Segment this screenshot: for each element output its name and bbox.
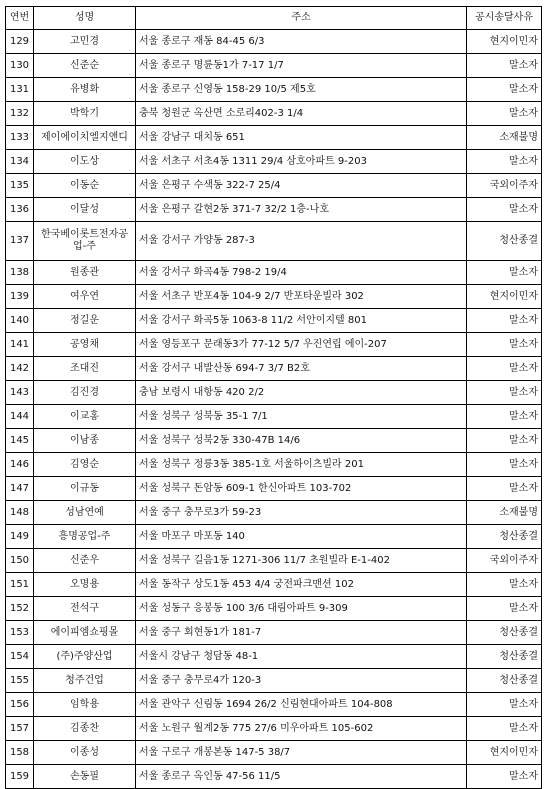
table-row [6, 573, 542, 597]
row-name: 손동필 [34, 765, 136, 789]
table-row [6, 405, 542, 429]
table-row [6, 453, 542, 477]
row-address: 서울 강서구 가양동 287-3 [136, 222, 467, 261]
row-number: 136 [6, 198, 34, 222]
table-row [6, 645, 542, 669]
row-reason: 말소자 [467, 381, 542, 405]
row-reason: 말소자 [467, 405, 542, 429]
row-address: 서울 종로구 명륜동1가 7-17 1/7 [136, 54, 467, 78]
row-address: 서울 강서구 화곡5동 1063-8 11/2 서안이지텔 801 [136, 309, 467, 333]
row-reason: 말소자 [467, 693, 542, 717]
row-name: 신준우 [34, 549, 136, 573]
row-number: 140 [6, 309, 34, 333]
row-number: 148 [6, 501, 34, 525]
table-row [6, 381, 542, 405]
row-number: 133 [6, 126, 34, 150]
row-name: 이도상 [34, 150, 136, 174]
row-reason: 말소자 [467, 150, 542, 174]
row-address: 서울 은평구 갈현2동 371-7 32/2 1층-나호 [136, 198, 467, 222]
row-number: 145 [6, 429, 34, 453]
row-address: 서울 종로구 신영동 158-29 10/5 제5호 [136, 78, 467, 102]
table-row [6, 126, 542, 150]
row-number: 143 [6, 381, 34, 405]
row-address: 서울 성북구 정릉3동 385-1호 서울하이츠빌라 201 [136, 453, 467, 477]
row-number: 138 [6, 261, 34, 285]
header-no: 연번 [6, 7, 34, 30]
header-address: 주소 [136, 7, 467, 30]
row-number: 142 [6, 357, 34, 381]
row-name: 전석구 [34, 597, 136, 621]
row-name: 이남종 [34, 429, 136, 453]
header-row [6, 7, 542, 30]
row-reason: 국외이주자 [467, 549, 542, 573]
row-reason: 국외이주자 [467, 174, 542, 198]
row-number: 146 [6, 453, 34, 477]
row-number: 135 [6, 174, 34, 198]
row-reason: 소재불명 [467, 126, 542, 150]
row-reason: 현지이민자 [467, 741, 542, 765]
table-row [6, 525, 542, 549]
row-number: 147 [6, 477, 34, 501]
row-address: 서울 종로구 재동 84-45 6/3 [136, 30, 467, 54]
row-name: 고민경 [34, 30, 136, 54]
records-table [5, 6, 542, 789]
row-number: 131 [6, 78, 34, 102]
row-address: 서울 성북구 성북2동 330-47B 14/6 [136, 429, 467, 453]
row-address: 서울 관악구 신림동 1694 26/2 신림현대아파트 104-808 [136, 693, 467, 717]
row-address: 서울 성북구 돈암동 609-1 한신아파트 103-702 [136, 477, 467, 501]
row-name: 신준순 [34, 54, 136, 78]
table-row [6, 150, 542, 174]
row-name: 정길운 [34, 309, 136, 333]
table-row [6, 429, 542, 453]
row-address: 서울 구로구 개봉본동 147-5 38/7 [136, 741, 467, 765]
row-number: 152 [6, 597, 34, 621]
row-name: 조대진 [34, 357, 136, 381]
row-reason: 청산종결 [467, 669, 542, 693]
row-number: 129 [6, 30, 34, 54]
row-number: 157 [6, 717, 34, 741]
row-name: 오명용 [34, 573, 136, 597]
row-address: 서울 중구 회현동1가 181-7 [136, 621, 467, 645]
row-reason: 현지이민자 [467, 285, 542, 309]
row-number: 154 [6, 645, 34, 669]
table-row [6, 174, 542, 198]
row-reason: 말소자 [467, 597, 542, 621]
row-reason: 말소자 [467, 102, 542, 126]
table-row [6, 549, 542, 573]
row-number: 137 [6, 222, 34, 261]
row-reason: 현지이민자 [467, 30, 542, 54]
row-name: 성남연예 [34, 501, 136, 525]
row-address: 충북 청원군 옥산면 소로리402-3 1/4 [136, 102, 467, 126]
row-address: 서울 은평구 수색동 322-7 25/4 [136, 174, 467, 198]
row-reason: 말소자 [467, 261, 542, 285]
table-row [6, 198, 542, 222]
table-row [6, 54, 542, 78]
row-address: 서울 종로구 옥인동 47-56 11/5 [136, 765, 467, 789]
row-reason: 말소자 [467, 429, 542, 453]
row-name: 이교홍 [34, 405, 136, 429]
table-row [6, 333, 542, 357]
row-name: 이동순 [34, 174, 136, 198]
table-row [6, 222, 542, 261]
row-reason: 말소자 [467, 78, 542, 102]
table-row [6, 621, 542, 645]
row-reason: 말소자 [467, 198, 542, 222]
row-name: 에이피엠쇼핑몰 [34, 621, 136, 645]
row-address: 서울 서초구 서초4동 1311 29/4 삼호아파트 9-203 [136, 150, 467, 174]
row-reason: 말소자 [467, 54, 542, 78]
row-number: 150 [6, 549, 34, 573]
row-address: 서울 마포구 마포동 140 [136, 525, 467, 549]
row-number: 156 [6, 693, 34, 717]
row-reason: 말소자 [467, 477, 542, 501]
row-reason: 말소자 [467, 765, 542, 789]
row-name: 이규동 [34, 477, 136, 501]
table-row [6, 717, 542, 741]
table-row [6, 78, 542, 102]
table-body [6, 30, 542, 789]
table-row [6, 693, 542, 717]
row-name: 제이에이치엘지앤디 [34, 126, 136, 150]
row-address: 서울 강남구 대치동 651 [136, 126, 467, 150]
row-name: 공영채 [34, 333, 136, 357]
row-name: 김종찬 [34, 717, 136, 741]
row-reason: 청산종결 [467, 525, 542, 549]
row-reason: 말소자 [467, 573, 542, 597]
table-row [6, 30, 542, 54]
row-address: 서울 중구 충무로4가 120-3 [136, 669, 467, 693]
table-row [6, 285, 542, 309]
row-address: 충남 보령시 내항동 420 2/2 [136, 381, 467, 405]
row-name: 이달성 [34, 198, 136, 222]
row-number: 144 [6, 405, 34, 429]
row-name: 임학용 [34, 693, 136, 717]
row-number: 151 [6, 573, 34, 597]
row-name: (주)주양산업 [34, 645, 136, 669]
row-number: 132 [6, 102, 34, 126]
row-address: 서울 성북구 성북동 35-1 7/1 [136, 405, 467, 429]
row-reason: 말소자 [467, 717, 542, 741]
table-row [6, 357, 542, 381]
row-name: 청주건업 [34, 669, 136, 693]
table-row [6, 261, 542, 285]
row-number: 159 [6, 765, 34, 789]
row-reason: 말소자 [467, 309, 542, 333]
header-name: 성명 [34, 7, 136, 30]
row-address: 서울 성북구 길음1동 1271-306 11/7 초원빌라 E-1-402 [136, 549, 467, 573]
row-reason: 말소자 [467, 453, 542, 477]
table-row [6, 477, 542, 501]
row-reason: 말소자 [467, 333, 542, 357]
row-reason: 청산종결 [467, 645, 542, 669]
row-number: 149 [6, 525, 34, 549]
row-address: 서울 강서구 내발산동 694-7 3/7 B2호 [136, 357, 467, 381]
row-name: 흥명공업-주 [34, 525, 136, 549]
table-row [6, 309, 542, 333]
row-name: 이종성 [34, 741, 136, 765]
row-address: 서울 동작구 상도1동 453 4/4 궁전파크맨션 102 [136, 573, 467, 597]
row-name: 여우연 [34, 285, 136, 309]
row-number: 141 [6, 333, 34, 357]
row-name: 유병화 [34, 78, 136, 102]
table-row [6, 102, 542, 126]
table-row [6, 741, 542, 765]
row-name: 김진경 [34, 381, 136, 405]
row-name: 김영순 [34, 453, 136, 477]
row-number: 134 [6, 150, 34, 174]
row-name: 한국베이롯트전자공업-주 [34, 222, 136, 261]
row-address: 서울시 강남구 청담동 48-1 [136, 645, 467, 669]
row-number: 139 [6, 285, 34, 309]
row-name: 원종관 [34, 261, 136, 285]
row-address: 서울 영등포구 문래동3가 77-12 5/7 우진연립 에이-207 [136, 333, 467, 357]
row-address: 서울 노원구 월계2동 775 27/6 미우아파트 105-602 [136, 717, 467, 741]
header-reason: 공시송달사유 [467, 7, 542, 30]
table-row [6, 765, 542, 789]
row-reason: 청산종결 [467, 621, 542, 645]
row-address: 서울 성동구 응봉동 100 3/6 대림아파트 9-309 [136, 597, 467, 621]
row-reason: 소재불명 [467, 501, 542, 525]
row-name: 박학기 [34, 102, 136, 126]
row-address: 서울 강서구 화곡4동 798-2 19/4 [136, 261, 467, 285]
table-row [6, 669, 542, 693]
row-number: 155 [6, 669, 34, 693]
row-address: 서울 중구 충무로3가 59-23 [136, 501, 467, 525]
row-address: 서울 서초구 반포4동 104-9 2/7 반포타운빌라 302 [136, 285, 467, 309]
row-number: 153 [6, 621, 34, 645]
row-reason: 청산종결 [467, 222, 542, 261]
table-row [6, 501, 542, 525]
table-row [6, 597, 542, 621]
row-number: 158 [6, 741, 34, 765]
row-number: 130 [6, 54, 34, 78]
row-reason: 말소자 [467, 357, 542, 381]
